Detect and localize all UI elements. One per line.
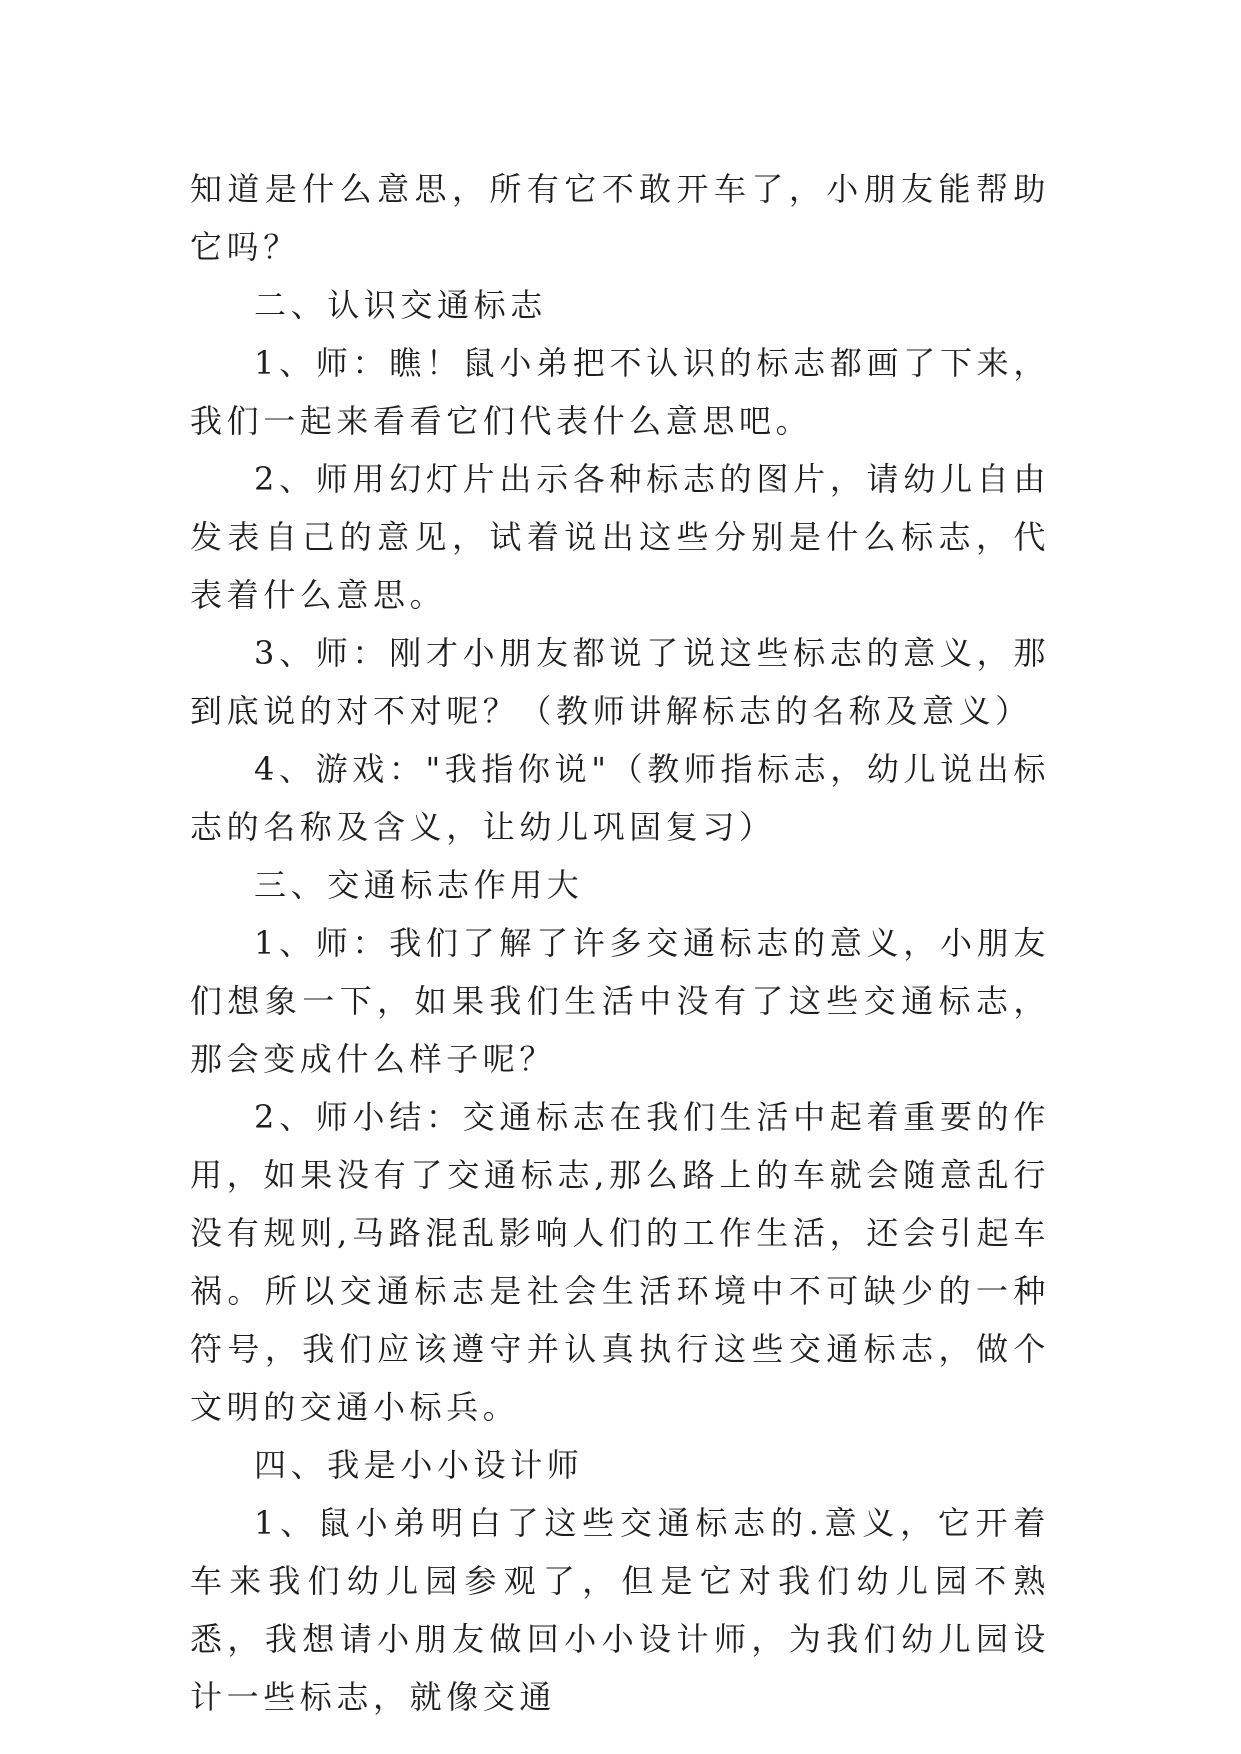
paragraph: 3、师：刚才小朋友都说了说这些标志的意义，那到底说的对不对呢？（教师讲解标志的名称及意义） [190, 634, 1050, 730]
paragraph: 2、师用幻灯片出示各种标志的图片，请幼儿自由发表自己的意见，试着说出这些分别是什么标志，代表着什么意思。 [190, 460, 1050, 614]
section-heading-2: 二、认识交通标志 [254, 286, 547, 324]
section-heading-3: 三、交通标志作用大 [254, 866, 584, 904]
paragraph: 1、鼠小弟明白了这些交通标志的.意义，它开着车来我们幼儿园参观了，但是它对我们幼儿园不熟悉，我想请小朋友做回小小设计师，为我们幼儿园设计一些标志，就像交通 [190, 1504, 1050, 1716]
paragraph: 1、师：我们了解了许多交通标志的意义，小朋友们想象一下，如果我们生活中没有了这些交通标志，那会变成什么样子呢？ [190, 924, 1050, 1078]
paragraph: 1、师：瞧！鼠小弟把不认识的标志都画了下来，我们一起来看看它们代表什么意思吧。 [190, 344, 1050, 440]
paragraph: 4、游戏："我指你说"（教师指标志，幼儿说出标志的名称及含义，让幼儿巩固复习） [190, 750, 1050, 846]
paragraph-continuation: 知道是什么意思，所有它不敢开车了，小朋友能帮助它吗？ [190, 170, 1050, 266]
body-text [190, 160, 1050, 1726]
section-heading-4: 四、我是小小设计师 [254, 1446, 584, 1484]
paragraph: 2、师小结：交通标志在我们生活中起着重要的作用，如果没有了交通标志,那么路上的车就会随意乱行没有规则,马路混乱影响人们的工作生活，还会引起车祸。所以交通标志是社会生活环境中不可缺少的一种符号，我们应该遵守并认真执行这些交通标志，做个文明的交通小标兵。 [190, 1098, 1050, 1426]
